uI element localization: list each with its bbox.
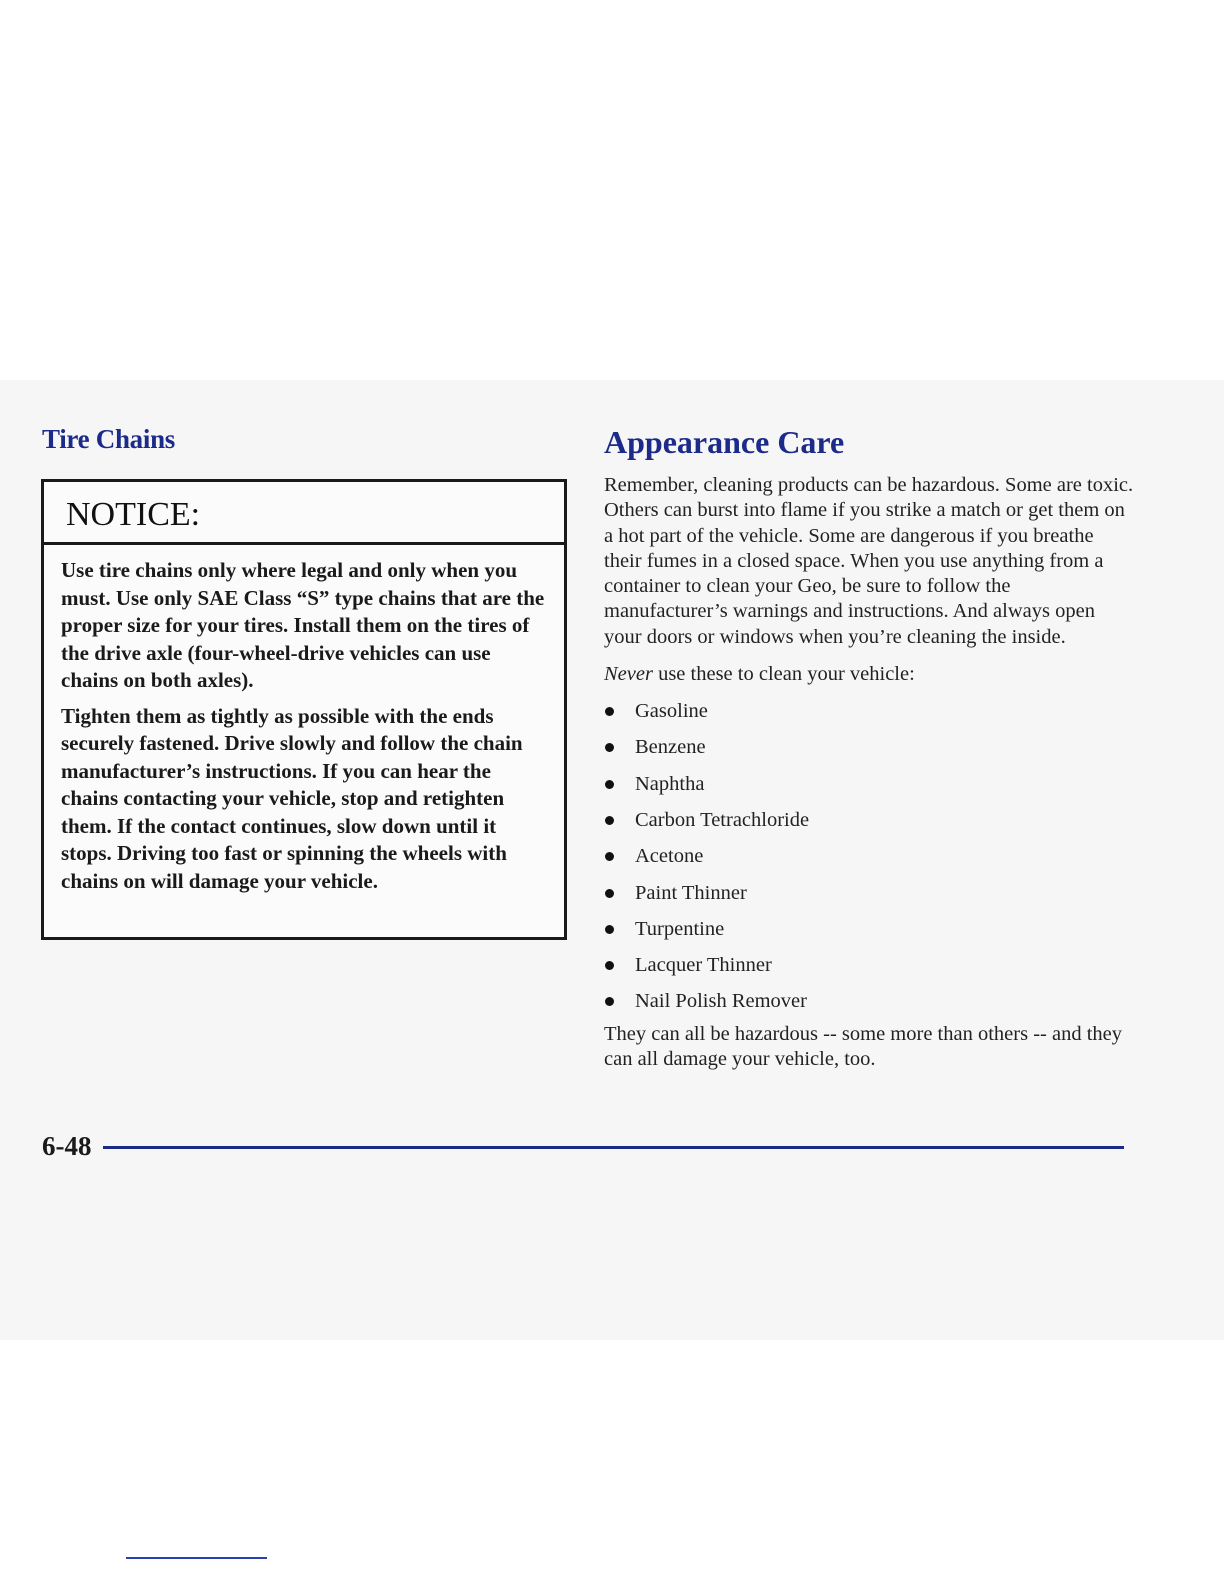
bullet-icon [605,780,614,789]
bullet-icon [605,925,614,934]
list-item: Benzene [604,729,1134,765]
intro-paragraph: Remember, cleaning products can be hazardous. Some are toxic. Others can burst into flame if you strike a match or get them on a hot part of the vehicle. Some are dangerous if you breathe their fumes in a closed space. When you use anything from a container to clean your Geo, be sure to follow the manufacturer’s warnings and instructions. And always open your doors or windows when you’re cleaning the inside. [604,474,1134,648]
closing-paragraph: They can all be hazardous -- some more than others -- and they can all damage your vehicle, too. [604,1022,1122,1071]
never-word: Never [604,663,653,686]
never-statement [604,662,1134,687]
notice-title: NOTICE: [44,482,564,545]
list-item: Acetone [604,838,1134,874]
bottom-rule-mark [126,1557,267,1559]
page-number: 6-48 [42,1131,92,1161]
list-item: Gasoline [604,693,1134,729]
appearance-care-section [604,424,1134,1072]
notice-paragraph: Tighten them as tightly as possible with the ends securely fastened. Drive slowly and follow the chain manufacturer’s instructions. If you can hear the chains contacting your vehicle, stop and retighten them. If the contact continues, slow down until it stops. Driving too fast or spinning the wheels with chains on will damage your vehicle. [61,703,523,893]
bullet-icon [605,743,614,752]
list-item: Lacquer Thinner [604,947,1134,983]
section-heading-tire-chains: Tire Chains [42,424,175,454]
notice-paragraph: Use tire chains only where legal and only when you must. Use only SAE Class “S” type chains that are the proper size for your tires. Install them on the tires of the drive axle (four-wheel-drive vehicles can use chains on both axles). [61,558,545,692]
footer-rule [103,1146,1124,1149]
notice-box [41,479,567,940]
bullet-icon [605,816,614,825]
bullet-icon [605,889,614,898]
list-item: Naphtha [604,766,1134,802]
list-item: Carbon Tetrachloride [604,802,1134,838]
bullet-icon [605,997,614,1006]
list-item: Paint Thinner [604,875,1134,911]
bullet-icon [605,707,614,716]
list-item: Nail Polish Remover [604,983,1134,1019]
hazardous-cleaners-list [604,693,1134,1020]
list-item: Turpentine [604,911,1134,947]
section-heading-appearance-care: Appearance Care [604,424,845,460]
notice-body [44,545,564,895]
never-rest: use these to clean your vehicle: [652,663,915,686]
bullet-icon [605,961,614,970]
bullet-icon [605,852,614,861]
